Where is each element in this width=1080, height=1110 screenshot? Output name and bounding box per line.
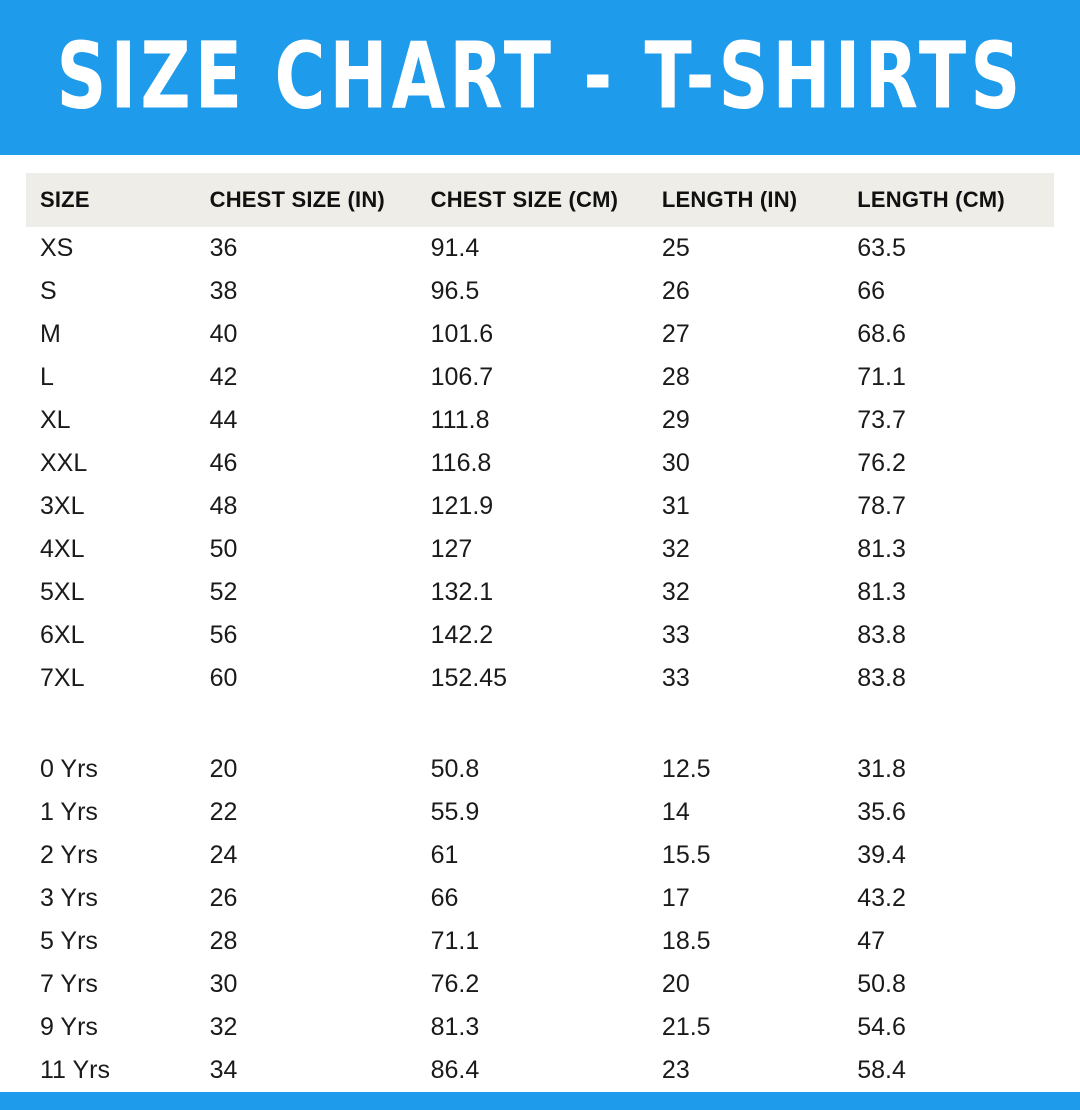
cell-chest-cm: 76.2 <box>430 970 480 998</box>
cell-length-cm: 71.1 <box>857 363 906 391</box>
cell-length-cm: 66 <box>857 277 886 305</box>
cell-length-cm: 68.6 <box>857 320 906 348</box>
cell-length-in: 14 <box>661 798 690 826</box>
cell-length-in: 32 <box>661 535 690 563</box>
cell-length-in: 33 <box>661 621 690 649</box>
section-gap <box>26 700 1054 748</box>
table-row <box>26 963 1054 1006</box>
cell-chest-cm: 142.2 <box>430 621 494 649</box>
cell-size: 3XL <box>40 492 85 520</box>
cell-length-cm: 63.5 <box>857 234 906 262</box>
cell-length-cm: 78.7 <box>857 492 906 520</box>
column-header-chest-cm: CHEST SIZE (CM) <box>417 173 648 227</box>
cell-length-in: 28 <box>661 363 690 391</box>
table-header-row <box>26 173 1054 227</box>
table-body <box>26 227 1054 1092</box>
cell-length-cm: 31.8 <box>857 755 906 783</box>
cell-chest-in: 52 <box>209 578 238 606</box>
table-row <box>26 227 1054 270</box>
cell-length-in: 17 <box>661 884 690 912</box>
cell-chest-in: 40 <box>209 320 238 348</box>
cell-length-in: 18.5 <box>661 927 711 955</box>
size-table-container <box>0 155 1080 1092</box>
cell-length-in: 26 <box>661 277 690 305</box>
cell-size: S <box>40 277 57 305</box>
cell-length-cm: 54.6 <box>857 1013 906 1041</box>
cell-size: 4XL <box>40 535 85 563</box>
cell-length-cm: 83.8 <box>857 621 906 649</box>
cell-chest-in: 26 <box>209 884 238 912</box>
cell-size: 7XL <box>40 664 85 692</box>
cell-size: 9 Yrs <box>40 1013 98 1041</box>
cell-length-cm: 83.8 <box>857 664 906 692</box>
table-row <box>26 1049 1054 1092</box>
cell-length-in: 23 <box>661 1056 690 1084</box>
cell-chest-in: 44 <box>209 406 238 434</box>
cell-size: 7 Yrs <box>40 970 98 998</box>
cell-chest-cm: 86.4 <box>430 1056 480 1084</box>
cell-chest-cm: 106.7 <box>430 363 494 391</box>
table-row <box>26 877 1054 920</box>
table-row <box>26 270 1054 313</box>
cell-length-cm: 47 <box>857 927 886 955</box>
cell-length-cm: 76.2 <box>857 449 906 477</box>
cell-size: 5 Yrs <box>40 927 98 955</box>
cell-size: 6XL <box>40 621 85 649</box>
cell-chest-cm: 152.45 <box>430 664 508 692</box>
cell-length-in: 29 <box>661 406 690 434</box>
cell-chest-cm: 61 <box>430 841 459 869</box>
page-title: SIZE CHART - T-SHIRTS <box>56 23 1024 131</box>
cell-chest-in: 22 <box>209 798 238 826</box>
cell-chest-cm: 111.8 <box>430 406 490 434</box>
cell-chest-cm: 55.9 <box>430 798 480 826</box>
cell-chest-in: 38 <box>209 277 238 305</box>
cell-size: 5XL <box>40 578 85 606</box>
table-row <box>26 920 1054 963</box>
header-banner <box>0 0 1080 155</box>
cell-chest-in: 50 <box>209 535 238 563</box>
cell-length-cm: 50.8 <box>857 970 906 998</box>
footer-banner <box>0 1092 1080 1110</box>
cell-chest-cm: 50.8 <box>430 755 480 783</box>
table-row <box>26 748 1054 791</box>
cell-chest-cm: 132.1 <box>430 578 494 606</box>
cell-length-in: 20 <box>661 970 690 998</box>
cell-length-cm: 73.7 <box>857 406 906 434</box>
table-row <box>26 356 1054 399</box>
cell-size: M <box>40 320 61 348</box>
cell-size: L <box>40 363 54 391</box>
cell-length-in: 30 <box>661 449 690 477</box>
table-row <box>26 1006 1054 1049</box>
size-table <box>26 173 1054 1092</box>
cell-length-in: 15.5 <box>661 841 711 869</box>
cell-chest-in: 28 <box>209 927 238 955</box>
table-row <box>26 791 1054 834</box>
cell-chest-in: 36 <box>209 234 238 262</box>
cell-chest-in: 48 <box>209 492 238 520</box>
column-header-length-in: LENGTH (IN) <box>648 173 843 227</box>
cell-length-cm: 81.3 <box>857 535 906 563</box>
cell-size: XS <box>40 234 74 262</box>
cell-chest-cm: 121.9 <box>430 492 494 520</box>
cell-size: 2 Yrs <box>40 841 98 869</box>
cell-chest-cm: 81.3 <box>430 1013 480 1041</box>
cell-size: XXL <box>40 449 88 477</box>
cell-chest-cm: 66 <box>430 884 459 912</box>
cell-length-cm: 39.4 <box>857 841 906 869</box>
cell-length-in: 25 <box>661 234 690 262</box>
table-header <box>26 173 1054 227</box>
cell-size: 3 Yrs <box>40 884 98 912</box>
table-row <box>26 442 1054 485</box>
cell-chest-in: 24 <box>209 841 238 869</box>
cell-length-in: 27 <box>661 320 690 348</box>
cell-chest-in: 46 <box>209 449 238 477</box>
cell-chest-in: 30 <box>209 970 238 998</box>
cell-length-in: 32 <box>661 578 690 606</box>
cell-chest-in: 32 <box>209 1013 238 1041</box>
cell-length-in: 12.5 <box>661 755 711 783</box>
cell-size: 11 Yrs <box>40 1056 110 1084</box>
column-header-chest-in: CHEST SIZE (IN) <box>196 173 417 227</box>
cell-chest-in: 20 <box>209 755 238 783</box>
cell-length-cm: 58.4 <box>857 1056 906 1084</box>
cell-length-cm: 43.2 <box>857 884 906 912</box>
cell-chest-in: 56 <box>209 621 238 649</box>
table-row <box>26 657 1054 700</box>
cell-length-cm: 81.3 <box>857 578 906 606</box>
cell-length-cm: 35.6 <box>857 798 906 826</box>
cell-chest-in: 60 <box>209 664 238 692</box>
cell-chest-cm: 71.1 <box>430 927 480 955</box>
cell-length-in: 21.5 <box>661 1013 711 1041</box>
column-header-size: SIZE <box>26 173 196 227</box>
cell-chest-cm: 101.6 <box>430 320 494 348</box>
cell-size: 0 Yrs <box>40 755 98 783</box>
table-row <box>26 485 1054 528</box>
cell-chest-cm: 127 <box>430 535 473 563</box>
column-header-length-cm: LENGTH (CM) <box>843 173 1054 227</box>
table-row <box>26 834 1054 877</box>
cell-chest-cm: 96.5 <box>430 277 480 305</box>
cell-chest-cm: 116.8 <box>430 449 492 477</box>
table-row <box>26 614 1054 657</box>
cell-chest-cm: 91.4 <box>430 234 480 262</box>
cell-length-in: 33 <box>661 664 690 692</box>
table-row <box>26 528 1054 571</box>
cell-length-in: 31 <box>661 492 690 520</box>
cell-size: 1 Yrs <box>40 798 98 826</box>
cell-chest-in: 34 <box>209 1056 238 1084</box>
table-row <box>26 571 1054 614</box>
cell-size: XL <box>40 406 71 434</box>
cell-chest-in: 42 <box>209 363 238 391</box>
table-row <box>26 399 1054 442</box>
table-row <box>26 313 1054 356</box>
